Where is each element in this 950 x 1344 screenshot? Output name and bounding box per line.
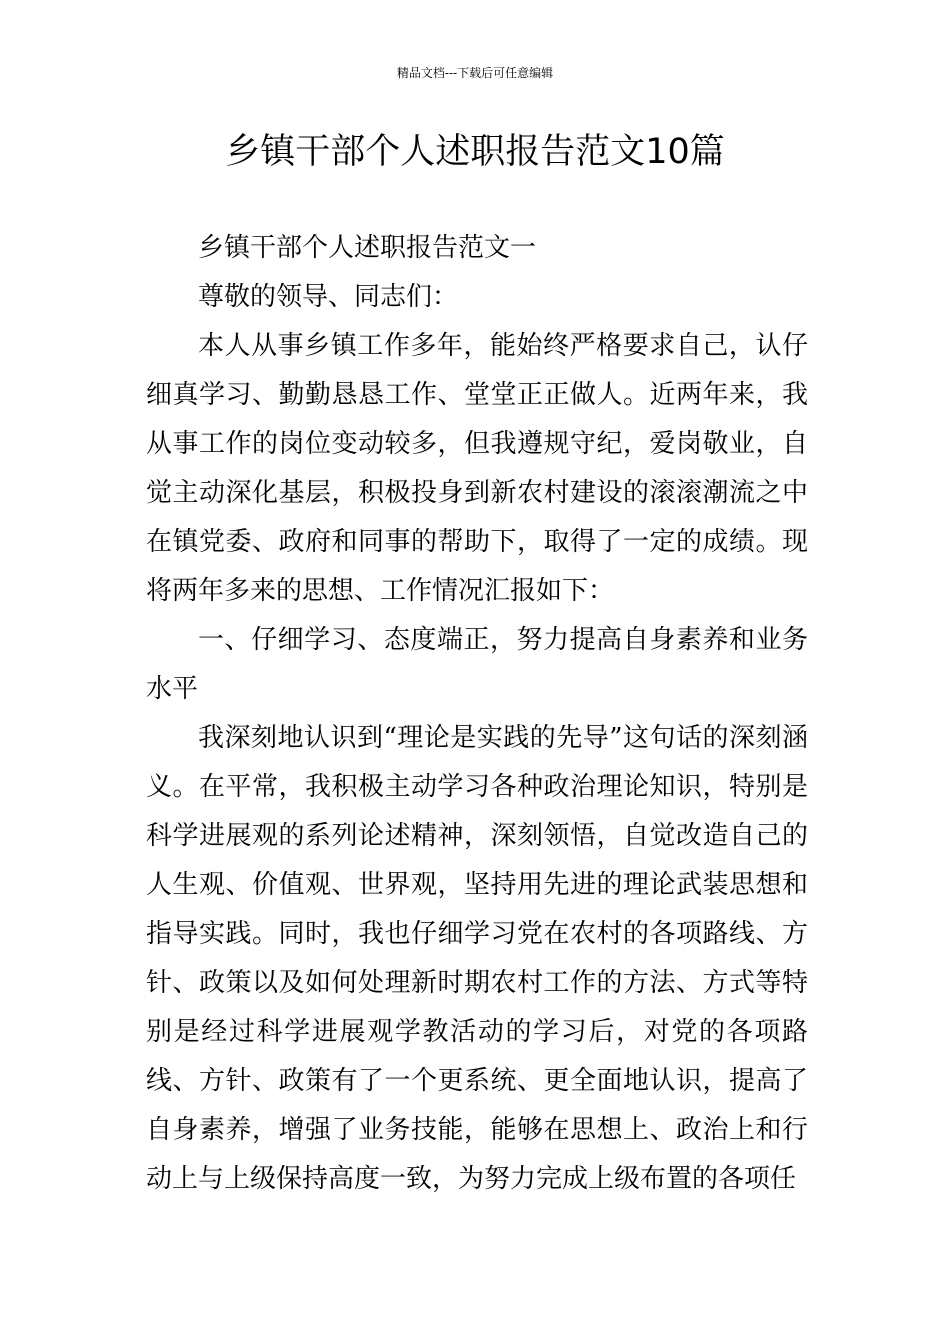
- header-note: 精品文档---下载后可任意编辑: [396, 66, 554, 80]
- salutation: 尊敬的领导、同志们：: [198, 282, 459, 312]
- document-body: [146, 224, 808, 1204]
- subsection-heading: 一、仔细学习、态度端正，努力提高自身素养和业务水平: [146, 625, 808, 704]
- body-paragraph: 本人从事乡镇工作多年，能始终严格要求自己，认仔细真学习、勤勤恳恳工作、堂堂正正做人。近两年来，我从事工作的岗位变动较多，但我遵规守纪，爱岗敬业，自觉主动深化基层，积极投身到新农村建设的滚滚潮流之中在镇党委、政府和同事的帮助下，取得了一定的成绩。现将两年多来的思想、工作情况汇报如下：: [146, 331, 808, 606]
- body-paragraph: 我深刻地认识到“理论是实践的先导”这句话的深刻涵义。在平常，我积极主动学习各种政治理论知识，特别是科学进展观的系列论述精神，深刻领悟，自觉改造自己的人生观、价值观、世界观，坚持用先进的理论武装思想和指导实践。同时，我也仔细学习党在农村的各项路线、方针、政策以及如何处理新时期农村工作的方法、方式等特别是经过科学进展观学教活动的学习后，对党的各项路线、方针、政策有了一个更系统、更全面地认识，提高了自身素养，增强了业务技能，能够在思想上、政治上和行动上与上级保持高度一致，为努力完成上级布置的各项任: [146, 723, 808, 1194]
- section-heading: 乡镇干部个人述职报告范文一: [198, 233, 537, 263]
- document-title: 乡镇干部个人述职报告范文10篇: [225, 132, 725, 172]
